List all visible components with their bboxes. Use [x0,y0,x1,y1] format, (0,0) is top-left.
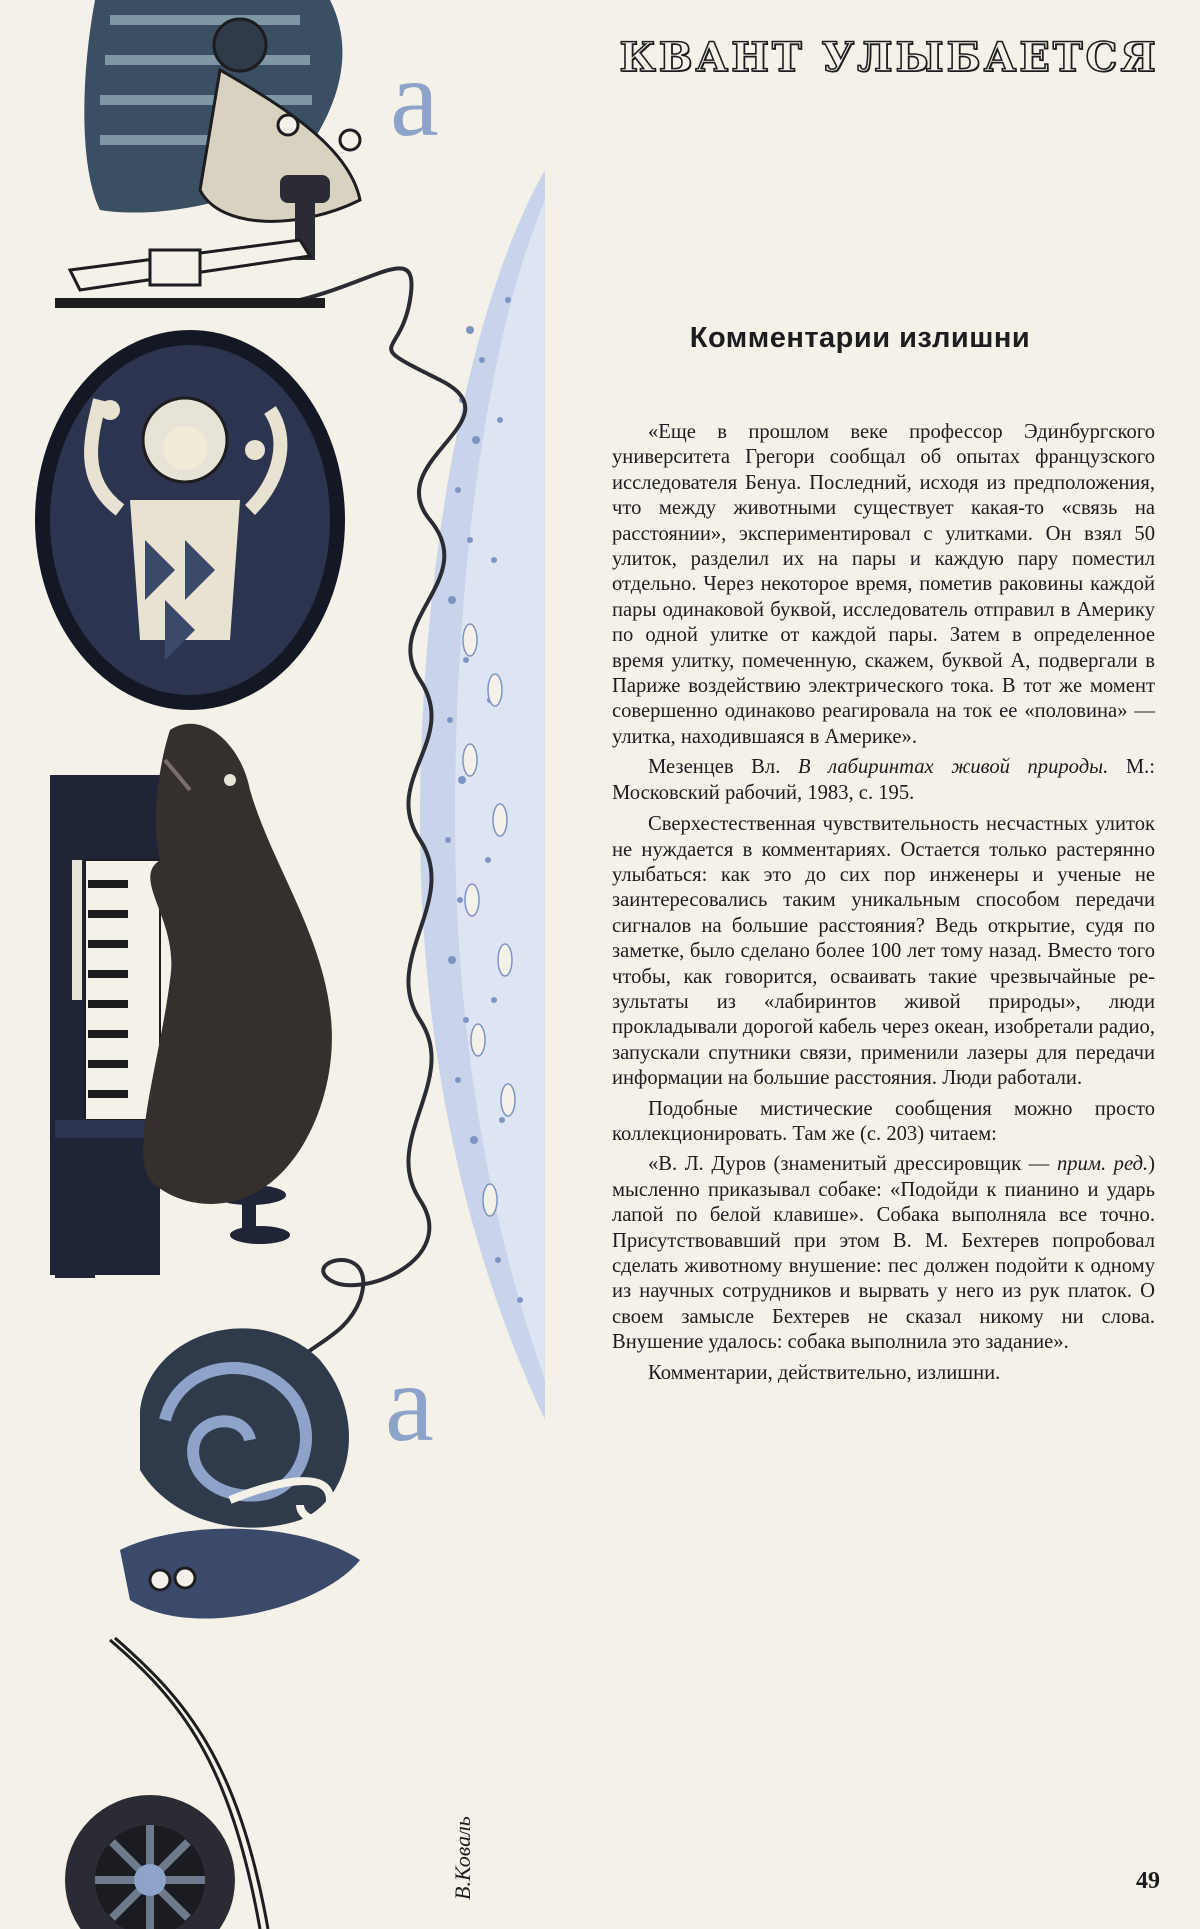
clown-medallion [35,330,345,710]
article-body [612,420,1155,1391]
water-band [420,170,545,1420]
citation [612,755,1155,806]
dog [143,724,332,1204]
citation-book-title: В лабиринтах живой природы. [797,756,1109,779]
letter-a-bottom: а [385,1342,434,1464]
article-conclusion: Комментарии, действительно, излишни. [648,1361,1001,1384]
citation-publisher: М.: Московский рабочий, 1983, с. 195. [612,756,1155,804]
snail [120,1328,360,1618]
wheel [65,1795,235,1929]
illustration-panel [0,0,560,1929]
letter-a-top: а [390,37,439,159]
artist-signature: В.Коваль [450,1816,475,1900]
article-paragraph: Сверхестественная чувствительность несчастных улиток не нуждается в комментариях. Остается только растерянно улыбаться: как это до сих пор инженеры и ученые не заинтересовались таким уникальным способом передачи сигналов на большие расстояния? Ведь открытие, судя по заметке, было сделано более 100 лет тому назад. Вместо того чтобы, как говорится, осваивать такие чрезвычайные результаты из «лабиринтов живой природы», люди прокладывали дорогой кабель через океан, изобретали радио, запускали спутники связи, применили лазеры для передачи информации на большие расстояния. Люди работали. [612,813,1155,1090]
article-quote: «Еще в прошлом веке профессор Эдинбургского университета Грегори сообщал об опытах французского исследователя Бенуа. Последний, исходя из предположения, что между животными существует какая-то «связь на расстоянии», экспериментировал с улитками. Он взял 50 улиток, разделил их на пары и каждую пару поместил отдельно. Через некоторое время, пометив раковины каждой пары одинаковой буквой, исследователь отправил в Америку по одной улитке от каждой пары. Затем в определенное время улитку, помеченную, скажем, буквой А, подвергали в Париже воздействию электрического тока. В тот же момент совершенно одинаково реагировала на ток ее «половина» — улитка, находившаяся в Америке». [612,421,1155,748]
article-quote: «В. Л. Дуров (знаменитый дрессировщик — прим. ред.) мысленно приказывал собаке: «Подойди к пианино и ударь лапой по белой клавише». Собака выполняла все точно. Присутствовавший при этом В. М. Бехтерев попробовал сделать животному внушение: пес должен подойти к одному из научных сотрудников и вырвать у него из рук платок. О своем замысле Бехтерев не сказал никому ни слова. Внушение удалось: собака выполнила это задание». [612,1153,1156,1354]
page-number: 49 [1136,1868,1160,1894]
article-title: Комментарии излишни [689,322,1031,354]
section-header: КВАНТ УЛЫБАЕТСЯ [619,34,1159,81]
citation-author: Мезенцев Вл. [648,756,781,779]
editor-note: прим. ред. [1056,1153,1149,1176]
article-paragraph: Подобные мистические сообщения можно просто коллекционировать. Там же (с. 203) читаем: [612,1097,1155,1145]
